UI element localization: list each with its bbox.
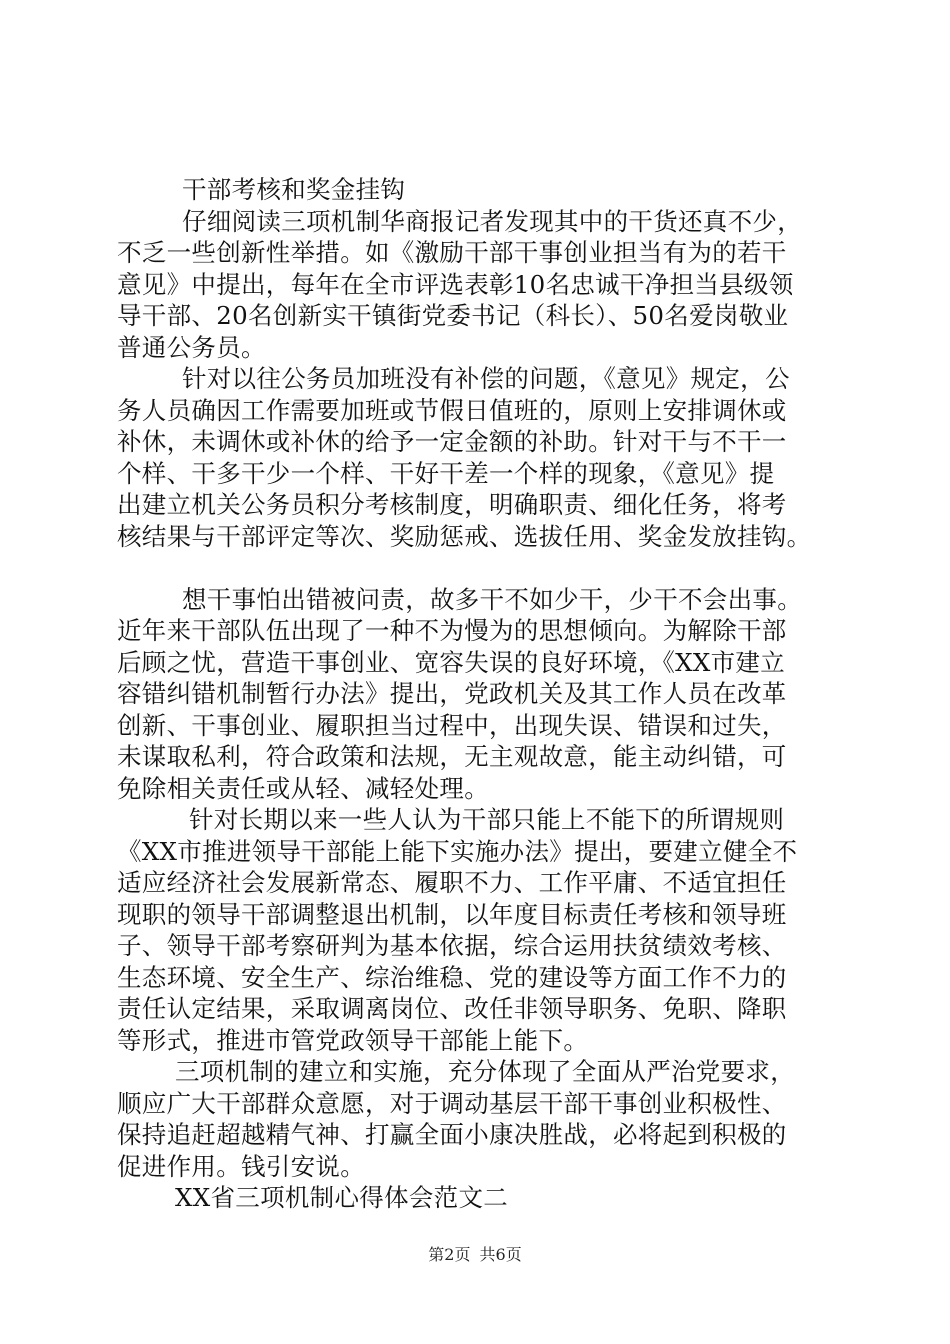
page-number: 第2页 — [428, 1245, 471, 1264]
text-line: 导干部、20名创新实干镇街党委书记（科长）、50名爱岗敬业 — [117, 301, 789, 330]
text-line: 近年来干部队伍出现了一种不为慢为的思想倾向。为解除干部 — [117, 616, 787, 645]
text-line: 意见》中提出，每年在全市评选表彰10名忠诚干净担当县级领 — [117, 269, 794, 299]
text-line: 想干事怕出错被问责，故多干不如少干，少干不会出事。 — [182, 584, 802, 614]
text-line: 保持追赶超越精气神、打赢全面小康决胜战，必将起到积极的 — [117, 1120, 787, 1149]
text-line: 补休，未调休或补休的给予一定金额的补助。针对干与不干一 — [117, 427, 787, 456]
text-line: 适应经济社会发展新常态、履职不力、工作平庸、不适宜担任 — [117, 868, 787, 897]
document-body — [117, 174, 847, 1214]
text-line: 普通公务员。 — [117, 332, 266, 362]
text-line: 生态环境、安全生产、综治维稳、党的建设等方面工作不力的 — [117, 962, 787, 992]
text-line: 后顾之忧，营造干事创业、宽容失误的良好环境，《XX市建立 — [117, 647, 786, 677]
text-line: 创新、干事创业、履职担当过程中，出现失误、错误和过失， — [117, 710, 787, 740]
text-line: 顺应广大干部群众意愿，对于调动基层干部干事创业积极性、 — [117, 1088, 787, 1118]
text-line: 《XX市推进领导干部能上能下实施办法》提出，要建立健全不 — [117, 836, 798, 866]
text-line: XX省三项机制心得体会范文二 — [175, 1183, 509, 1212]
text-line: 针对长期以来一些人认为干部只能上不能下的所谓规则 — [189, 805, 785, 834]
text-line: 务人员确因工作需要加班或节假日值班的，原则上安排调休或 — [117, 395, 787, 425]
text-line: 未谋取私利，符合政策和法规，无主观故意，能主动纠错，可 — [117, 742, 787, 771]
text-line: 不乏一些创新性举措。如《激励干部干事创业担当有为的若干 — [117, 238, 787, 267]
text-line: 仔细阅读三项机制华商报记者发现其中的干货还真不少， — [182, 206, 802, 236]
text-line: 责任认定结果，采取调离岗位、改任非领导职务、免职、降职 — [117, 994, 787, 1023]
text-line: 免除相关责任或从轻、减轻处理。 — [117, 773, 489, 803]
text-line: 容错纠错机制暂行办法》提出，党政机关及其工作人员在改革 — [117, 679, 787, 708]
text-line: 核结果与干部评定等次、奖励惩戒、选拔任用、奖金发放挂钩。 — [117, 521, 812, 551]
text-line: 针对以往公务员加班没有补偿的问题，《意见》规定，公 — [182, 364, 790, 393]
text-line: 个样、干多干少一个样、干好干差一个样的现象，《意见》提 — [117, 458, 775, 488]
text-line: 干部考核和奖金挂钩 — [182, 175, 406, 204]
text-line: 三项机制的建立和实施，充分体现了全面从严治党要求， — [175, 1057, 795, 1086]
page-total: 共6页 — [479, 1245, 522, 1264]
text-line: 促进作用。钱引安说。 — [117, 1151, 365, 1181]
page-footer — [0, 1245, 950, 1265]
text-line: 等形式，推进市管党政领导干部能上能下。 — [117, 1025, 589, 1055]
blank-line — [117, 552, 847, 584]
text-line: 子、领导干部考察研判为基本依据，综合运用扶贫绩效考核、 — [117, 931, 787, 960]
text-line: 现职的领导干部调整退出机制，以年度目标责任考核和领导班 — [117, 899, 787, 929]
text-line: 出建立机关公务员积分考核制度，明确职责、细化任务，将考 — [117, 490, 787, 519]
